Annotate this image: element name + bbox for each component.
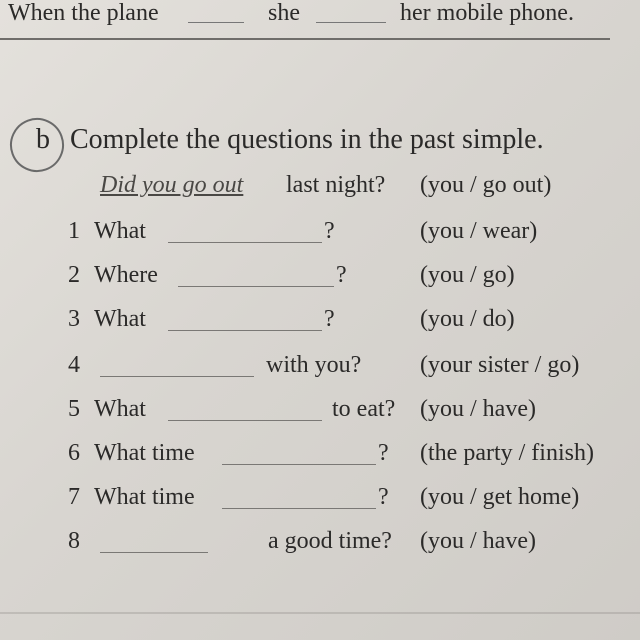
question-number: 2 [68,262,80,288]
question-row [0,262,640,302]
question-row [0,484,640,524]
section-divider [0,38,610,40]
example-answer: Did you go out [100,172,244,198]
question-end: ? [378,484,389,510]
paper-fold-crease [0,612,640,614]
question-end: a good time? [268,528,392,554]
answer-blank[interactable] [168,242,322,243]
exercise-instruction: Complete the questions in the past simple. [70,124,544,155]
question-end: to eat? [332,396,396,422]
question-end: ? [378,440,389,466]
question-hint: (you / have) [420,396,536,422]
question-number: 8 [68,528,80,554]
answer-blank[interactable] [100,376,254,377]
example-rest: last night? [286,172,386,198]
answer-blank [316,22,386,23]
question-start: Where [94,262,158,288]
question-hint: (you / go) [420,262,515,288]
previous-exercise-line [0,0,640,36]
question-row [0,352,640,392]
question-hint: (the party / finish) [420,440,594,466]
answer-blank[interactable] [178,286,334,287]
answer-blank[interactable] [222,508,376,509]
question-row [0,306,640,346]
question-row [0,440,640,480]
question-start: What time [94,484,195,510]
question-number: 7 [68,484,80,510]
example-row [0,172,640,212]
question-number: 5 [68,396,80,422]
question-end: ? [324,218,335,244]
question-hint: (your sister / go) [420,352,580,378]
example-hint: (you / go out) [420,172,552,198]
previous-line-part1: When the plane [8,0,159,26]
question-start: What time [94,440,195,466]
answer-blank [188,22,244,23]
question-number: 6 [68,440,80,466]
answer-blank[interactable] [100,552,208,553]
question-hint: (you / have) [420,528,536,554]
question-start: What [94,306,146,332]
question-row [0,218,640,258]
question-start: What [94,218,146,244]
answer-blank[interactable] [168,330,322,331]
question-hint: (you / get home) [420,484,580,510]
answer-blank[interactable] [222,464,376,465]
question-number: 1 [68,218,80,244]
answer-blank[interactable] [168,420,322,421]
question-row [0,396,640,436]
question-hint: (you / do) [420,306,515,332]
previous-line-part3: her mobile phone. [400,0,574,26]
question-end: ? [336,262,347,288]
question-start: What [94,396,146,422]
exercise-letter: b [36,124,50,155]
question-end: ? [324,306,335,332]
question-end: with you? [266,352,362,378]
question-hint: (you / wear) [420,218,538,244]
question-number: 3 [68,306,80,332]
previous-line-part2: she [268,0,300,26]
question-row [0,528,640,568]
question-number: 4 [68,352,80,378]
